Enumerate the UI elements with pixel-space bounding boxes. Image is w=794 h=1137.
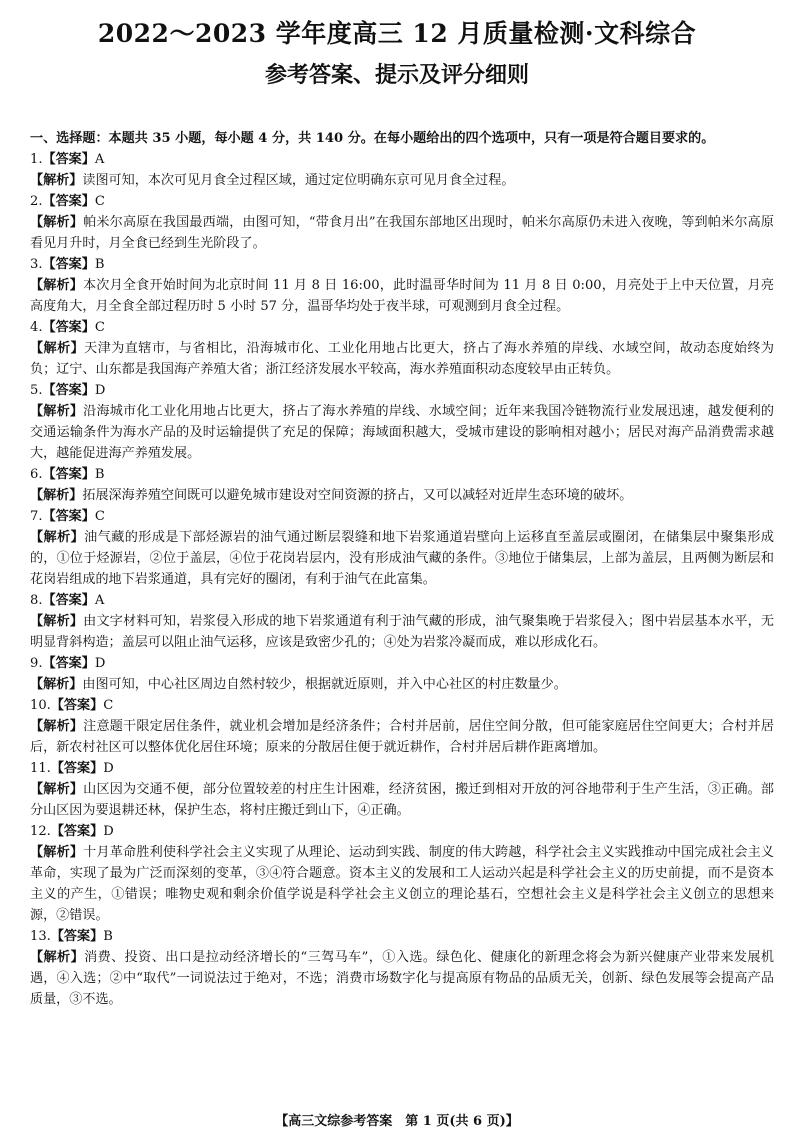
question-number: 2. — [30, 194, 43, 209]
analysis-label: 【解析】 — [30, 782, 84, 797]
question-number: 4. — [30, 320, 43, 335]
answer-label: 【答案】 — [42, 593, 95, 608]
analysis-label: 【解析】 — [30, 530, 85, 545]
analysis-label: 【解析】 — [30, 677, 83, 692]
answer-value: D — [94, 656, 106, 671]
question-number: 10. — [30, 698, 51, 713]
question-item — [30, 464, 774, 506]
answer-label: 【答案】 — [42, 383, 95, 398]
question-item — [30, 191, 774, 254]
analysis-label: 【解析】 — [30, 341, 85, 356]
analysis-text: 山区因为交通不便，部分位置较差的村庄生计困难，经济贫困，搬迁到相对开放的河谷地带利于生产生活，③正确。部分山区因为要退耕还林，保护生态，将村庄搬迁到山下，④正确。 — [30, 782, 775, 818]
question-list — [30, 149, 774, 1010]
answer-label: 【答案】 — [50, 824, 104, 839]
question-item — [30, 758, 774, 821]
answer-label: 【答案】 — [50, 698, 104, 713]
question-number: 8. — [30, 593, 43, 608]
question-number: 13. — [30, 929, 51, 944]
analysis-text: 油气藏的形成是下部烃源岩的油气通过断层裂缝和地下岩浆通道岩壁向上运移直至盖层或圈闭，在储集层中聚集形成的，①位于烃源岩，②位于盖层，④位于花岗岩层内，没有形成油气藏的条件。③地位于储集层，上部为盖层，且两侧为断层和花岗岩组成的地下岩浆通道，具有完好的圈闭，有利于油气在此富集。 — [30, 530, 775, 587]
answer-value: B — [94, 257, 105, 272]
analysis-text: 由文字材料可知，岩浆侵入形成的地下岩浆通道有利于油气藏的形成，油气聚集晚于岩浆侵入；图中岩层基本水平，无明显背斜构造；盖层可以阻止油气运移，应该是致密少孔的；④处为岩浆冷凝而成，难以形成化石。 — [30, 614, 775, 650]
question-number: 6. — [30, 467, 43, 482]
answer-value: B — [103, 929, 113, 944]
answer-line — [30, 254, 774, 275]
answer-label: 【答案】 — [42, 320, 95, 335]
answer-value: B — [94, 467, 105, 482]
answer-line — [30, 149, 774, 170]
analysis-paragraph — [30, 338, 774, 380]
question-number: 9. — [30, 656, 43, 671]
analysis-paragraph — [30, 779, 774, 821]
analysis-label: 【解析】 — [30, 719, 84, 734]
question-item — [30, 590, 774, 653]
analysis-paragraph — [30, 674, 774, 695]
analysis-text: 天津为直辖市，与省相比，沿海城市化、工业化用地占比更大，挤占了海水养殖的岸线、水域空间，故动态度始终为负；辽宁、山东都是我国海产养殖大省；浙江经济发展水平较高，海水养殖面积动态度较早由正转负。 — [30, 341, 775, 377]
answer-line — [30, 191, 774, 212]
content — [30, 128, 774, 1010]
analysis-label: 【解析】 — [30, 173, 83, 188]
analysis-paragraph — [30, 947, 774, 1010]
analysis-label: 【解析】 — [30, 215, 84, 230]
answer-label: 【答案】 — [50, 929, 104, 944]
answer-line — [30, 380, 774, 401]
question-item — [30, 149, 774, 191]
answer-label: 【答案】 — [42, 152, 95, 167]
analysis-label: 【解析】 — [30, 845, 84, 860]
question-item — [30, 380, 774, 464]
analysis-text: 注意题干限定居住条件，就业机会增加是经济条件；合村并居前，居住空间分散，但可能家庭居住空间更大；合村并居后，新农村社区可以整体优化居住环境；原来的分散居住便于就近耕作，合村并居后耕作距离增加。 — [30, 719, 775, 755]
question-number: 7. — [30, 509, 43, 524]
answer-line — [30, 926, 774, 947]
answer-label: 【答案】 — [42, 194, 95, 209]
answer-label: 【答案】 — [42, 509, 95, 524]
analysis-paragraph — [30, 611, 774, 653]
answer-line — [30, 821, 774, 842]
question-item — [30, 821, 774, 926]
answer-line — [30, 758, 774, 779]
analysis-text: 由图可知，中心社区周边自然村较少，根据就近原则，并入中心社区的村庄数量少。 — [82, 677, 567, 692]
answer-value: D — [94, 383, 106, 398]
analysis-text: 十月革命胜利使科学社会主义实现了从理论、运动到实践、制度的伟大跨越，科学社会主义实践推动中国完成社会主义革命，实现了最为广泛而深刻的变革，③④符合题意。资本主义的发展和工人运动兴起是科学社会主义的历史前提，而不是资本主义的产生，①错误；唯物史观和剩余价值学说是科学社会主义创立的理论基石，空想社会主义是科学社会主义创立的思想来源，②错误。 — [30, 845, 775, 923]
analysis-label: 【解析】 — [30, 950, 85, 965]
analysis-text: 沿海城市化工业化用地占比更大，挤占了海水养殖的岸线、水域空间；近年来我国冷链物流行业发展迅速，越发便利的交通运输条件为海水产品的及时运输提供了充足的保障；海域面积越大，受城市建设的影响相对越小；居民对海产品消费需求越大，越能促进海产养殖发展。 — [30, 404, 775, 461]
question-item — [30, 653, 774, 695]
answer-value: C — [103, 698, 114, 713]
analysis-label: 【解析】 — [30, 404, 84, 419]
answer-value: C — [94, 509, 105, 524]
question-item — [30, 317, 774, 380]
answer-label: 【答案】 — [42, 467, 95, 482]
analysis-paragraph — [30, 275, 774, 317]
answer-line — [30, 506, 774, 527]
answer-value: A — [94, 593, 105, 608]
answer-value: C — [94, 194, 105, 209]
question-number: 1. — [30, 152, 43, 167]
analysis-label: 【解析】 — [30, 614, 84, 629]
answer-label: 【答案】 — [42, 656, 95, 671]
answer-line — [30, 464, 774, 485]
answer-value: D — [103, 761, 114, 776]
analysis-label: 【解析】 — [30, 488, 83, 503]
analysis-label: 【解析】 — [30, 278, 84, 293]
page-subtitle: 参考答案、提示及评分细则 — [264, 62, 529, 88]
analysis-paragraph — [30, 527, 774, 590]
section-intro: 一、选择题：本题共 35 小题，每小题 4 分，共 140 分。在每小题给出的四个选项中，只有一项是符合题目要求的。 — [30, 131, 715, 146]
answer-value: A — [94, 152, 105, 167]
analysis-text: 读图可知，本次可见月食全过程区域，通过定位明确东京可见月食全过程。 — [82, 173, 515, 188]
analysis-paragraph — [30, 170, 774, 191]
analysis-paragraph — [30, 485, 774, 506]
question-number: 11. — [30, 761, 51, 776]
question-item — [30, 926, 774, 1010]
page-title: 2022～2023 学年度高三 12 月质量检测·文科综合 — [97, 19, 697, 48]
question-item — [30, 506, 774, 590]
analysis-paragraph — [30, 842, 774, 926]
answer-line — [30, 590, 774, 611]
question-item — [30, 695, 774, 758]
analysis-text: 消费、投资、出口是拉动经济增长的“三驾马车”，①入选。绿色化、健康化的新理念将会为新兴健康产业带来发展机遇，④入选；②中“取代”一词说法过于绝对，不选；消费市场数字化与提高原有物品的品质无关，创新、绿色发展等会提高产品质量，③不选。 — [30, 950, 775, 1007]
analysis-text: 本次月全食开始时间为北京时间 11 月 8 日 16:00，此时温哥华时间为 11 月 8 日 0:00，月亮处于上中天位置，月亮高度角大，月全食全部过程历时 5 小时 57 分，温哥华均处于夜半球，可观测到月食全过程。 — [30, 278, 774, 314]
answer-line — [30, 695, 774, 716]
answer-value: C — [94, 320, 105, 335]
answer-value: D — [103, 824, 114, 839]
answer-label: 【答案】 — [42, 257, 95, 272]
question-number: 3. — [30, 257, 43, 272]
answer-line — [30, 317, 774, 338]
answer-label: 【答案】 — [50, 761, 104, 776]
question-number: 5. — [30, 383, 43, 398]
question-item — [30, 254, 774, 317]
page-footer: 【高三文综参考答案 第 1 页(共 6 页)】 — [275, 1114, 519, 1129]
analysis-paragraph — [30, 401, 774, 464]
analysis-text: 拓展深海养殖空间既可以避免城市建设对空间资源的挤占，又可以减轻对近岸生态环境的破坏。 — [82, 488, 633, 503]
analysis-text: 帕米尔高原在我国最西端，由图可知，“带食月出”在我国东部地区出现时，帕米尔高原仍未进入夜晚，等到帕米尔高原看见月升时，月全食已经到生光阶段了。 — [30, 215, 774, 251]
question-number: 12. — [30, 824, 51, 839]
analysis-paragraph — [30, 716, 774, 758]
answer-line — [30, 653, 774, 674]
analysis-paragraph — [30, 212, 774, 254]
